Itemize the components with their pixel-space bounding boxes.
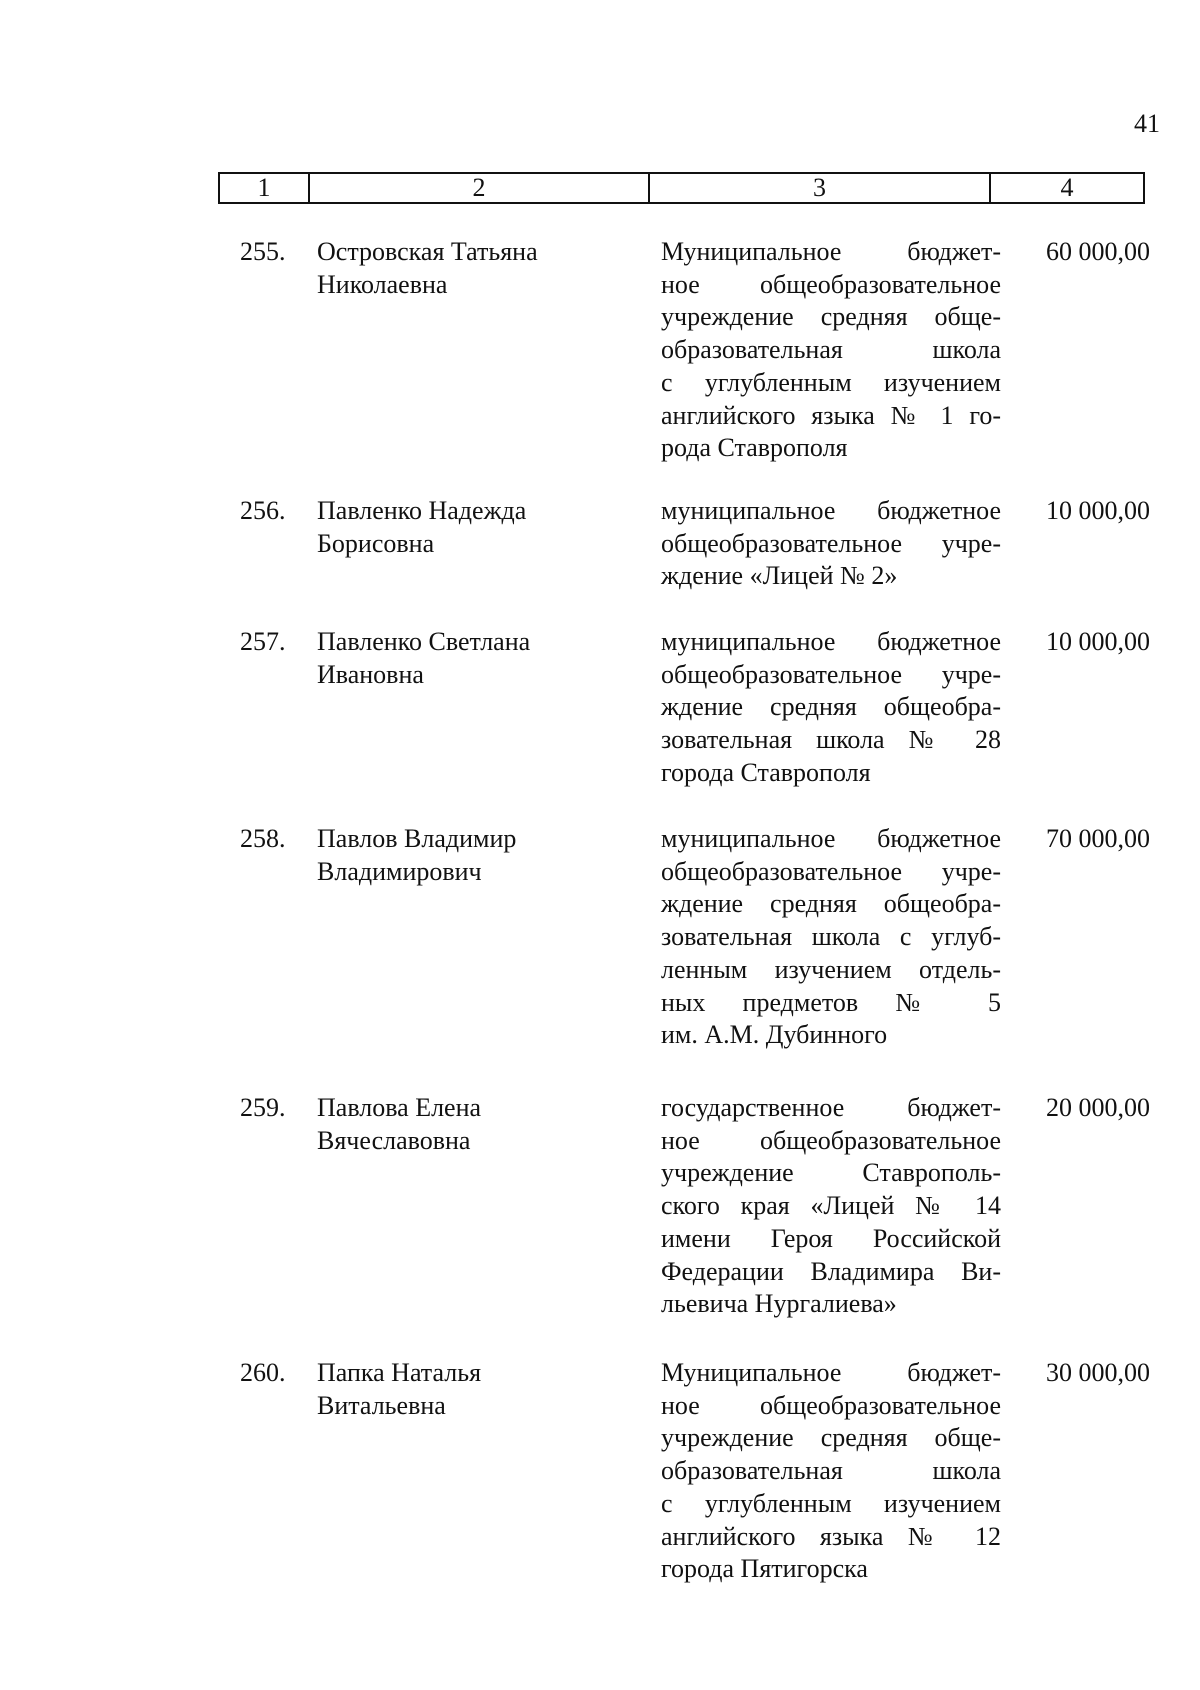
- person-name: [317, 1092, 637, 1157]
- organization-line: ждение средняя общеобра-: [661, 889, 1001, 919]
- organization-line: города Ставрополя: [661, 757, 871, 787]
- organization-line: льевича Нургалиева»: [661, 1289, 897, 1319]
- person-name-line: Владимирович: [317, 856, 482, 886]
- page-number: 41: [1134, 109, 1160, 138]
- header-cell-4: 4: [1060, 173, 1074, 202]
- person-name-line: Борисовна: [317, 528, 435, 558]
- organization-line: рода Ставрополя: [661, 433, 848, 463]
- amount-value: 10 000,00: [1046, 496, 1150, 525]
- organization-line: английского языка № 12: [661, 1521, 1001, 1551]
- organization-line: ное общеобразовательное: [661, 1390, 1001, 1420]
- header-cell-2: 2: [310, 174, 650, 202]
- organization-line: с углубленным изучением: [661, 1488, 1001, 1518]
- row-number: 257.: [240, 627, 286, 656]
- organization-line: ского края «Лицей № 14: [661, 1191, 1001, 1221]
- organization-line: Муниципальное бюджет-: [661, 237, 1001, 266]
- organization-line: им. А.М. Дубинного: [661, 1020, 888, 1050]
- person-name-line: Ивановна: [317, 659, 424, 689]
- organization-line: общеобразовательное учре-: [661, 528, 1001, 558]
- person-name: [317, 236, 637, 301]
- organization-line: муниципальное бюджетное: [661, 824, 1001, 853]
- organization-name: [661, 823, 1001, 1052]
- organization-line: города Пятигорска: [661, 1554, 868, 1584]
- organization-line: образовательная школа: [661, 1456, 1001, 1486]
- organization-line: общеобразовательное учре-: [661, 856, 1001, 886]
- organization-line: муниципальное бюджетное: [661, 496, 1001, 525]
- amount-value: 20 000,00: [1046, 1093, 1150, 1122]
- organization-line: ное общеобразовательное: [661, 1125, 1001, 1155]
- organization-name: [661, 1357, 1001, 1586]
- person-name-line: Павленко Надежда: [317, 496, 527, 525]
- person-name: [317, 626, 637, 691]
- organization-name: [661, 626, 1001, 790]
- organization-line: ленным изучением отдель-: [661, 954, 1001, 984]
- amount-value: 10 000,00: [1046, 627, 1150, 656]
- organization-line: зовательная школа с углуб-: [661, 922, 1001, 952]
- person-name-line: Витальевна: [317, 1390, 446, 1420]
- row-number: 256.: [240, 496, 286, 525]
- row-number: 255.: [240, 237, 286, 266]
- person-name: [317, 1357, 637, 1422]
- person-name-line: Павлова Елена: [317, 1093, 482, 1122]
- person-name-line: Николаевна: [317, 269, 448, 299]
- organization-line: Федерации Владимира Ви-: [661, 1256, 1001, 1286]
- organization-line: имени Героя Российской: [661, 1223, 1001, 1253]
- organization-name: [661, 236, 1001, 465]
- person-name: [317, 823, 637, 888]
- table-header: [218, 172, 1145, 204]
- organization-line: муниципальное бюджетное: [661, 627, 1001, 656]
- organization-line: учреждение средняя обще-: [661, 1423, 1001, 1453]
- amount-value: 30 000,00: [1046, 1358, 1150, 1387]
- organization-line: зовательная школа № 28: [661, 725, 1001, 755]
- amount-value: 70 000,00: [1046, 824, 1150, 853]
- organization-line: Муниципальное бюджет-: [661, 1358, 1001, 1387]
- person-name-line: Вячеславовна: [317, 1125, 471, 1155]
- organization-line: учреждение Ставрополь-: [661, 1158, 1001, 1188]
- organization-line: ждение «Лицей № 2»: [661, 561, 898, 591]
- organization-line: английского языка № 1 го-: [661, 400, 1001, 430]
- organization-line: ждение средняя общеобра-: [661, 692, 1001, 722]
- row-number: 258.: [240, 824, 286, 853]
- organization-line: образовательная школа: [661, 335, 1001, 365]
- header-cell-3: 3: [650, 174, 991, 202]
- person-name-line: Павлов Владимир: [317, 824, 517, 853]
- header-cell-1: 1: [220, 174, 310, 202]
- amount-value: 60 000,00: [1046, 237, 1150, 266]
- organization-name: [661, 495, 1001, 593]
- organization-line: с углубленным изучением: [661, 367, 1001, 397]
- organization-line: ное общеобразовательное: [661, 269, 1001, 299]
- person-name-line: Павленко Светлана: [317, 627, 531, 656]
- row-number: 260.: [240, 1358, 286, 1387]
- row-number: 259.: [240, 1093, 286, 1122]
- organization-line: общеобразовательное учре-: [661, 659, 1001, 689]
- person-name: [317, 495, 637, 560]
- organization-line: учреждение средняя обще-: [661, 302, 1001, 332]
- person-name-line: Островская Татьяна: [317, 237, 538, 266]
- organization-line: государственное бюджет-: [661, 1093, 1001, 1122]
- organization-line: ных предметов № 5: [661, 987, 1001, 1017]
- person-name-line: Папка Наталья: [317, 1358, 482, 1387]
- organization-name: [661, 1092, 1001, 1321]
